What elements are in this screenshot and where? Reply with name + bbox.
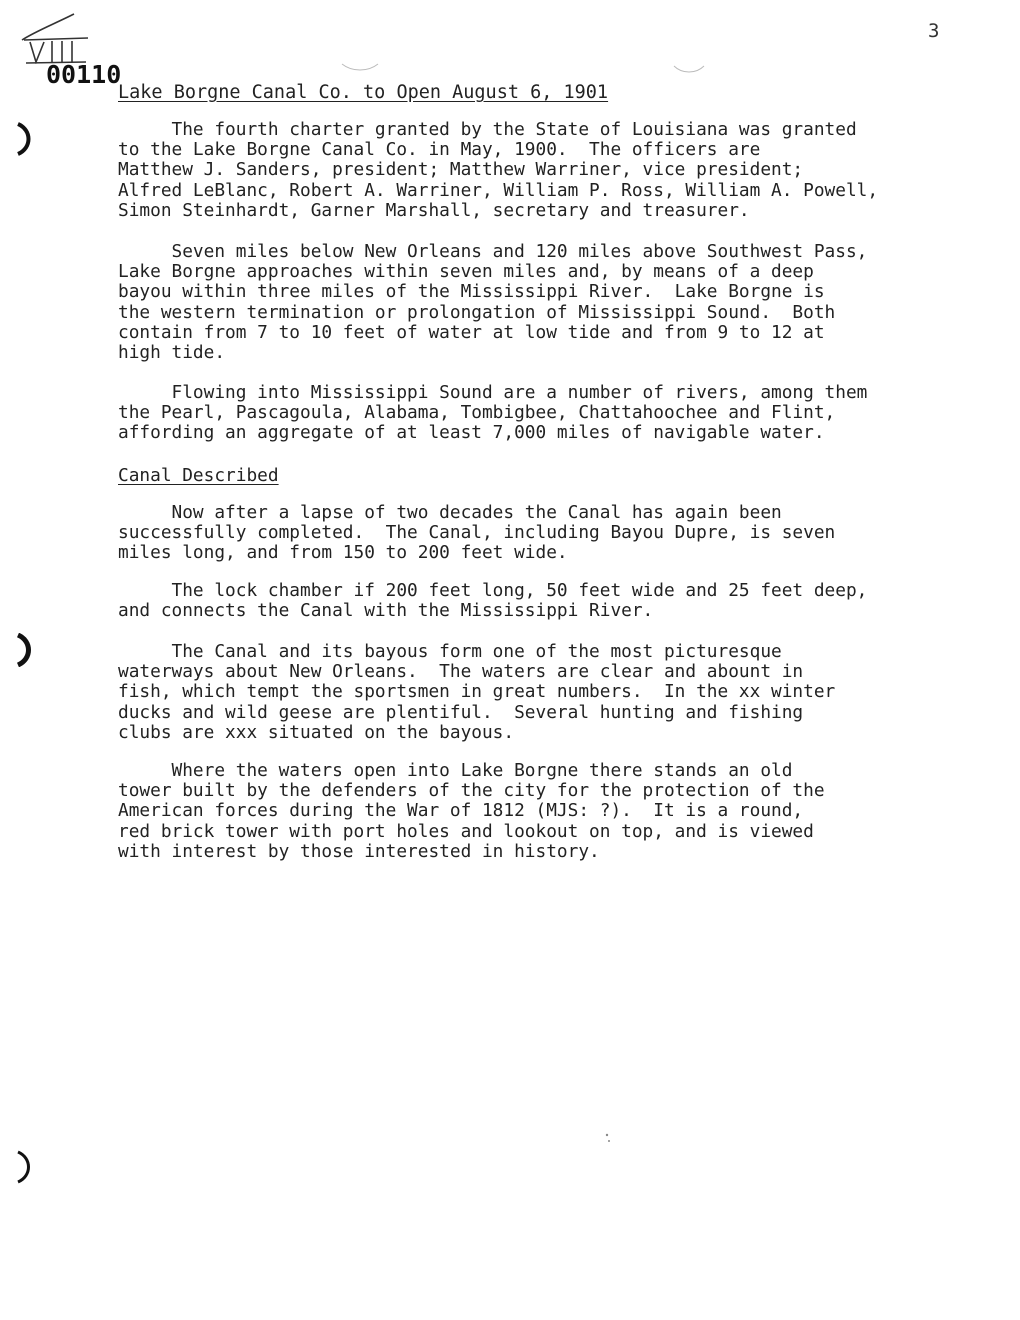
document-title: Lake Borgne Canal Co. to Open August 6, 1901 [118, 82, 609, 103]
binder-hole-mark-bottom [14, 1150, 36, 1184]
scan-smudge [672, 62, 706, 76]
scan-speck [602, 1130, 614, 1146]
paragraph-canal-completed: Now after a lapse of two decades the Canal has again been successfully completed. The Canal, including Bayou Dupre, is seven miles long, and from 150 to 200 feet wide. [118, 502, 836, 564]
binder-hole-mark-middle [14, 633, 36, 667]
document-id: 00110 [46, 60, 122, 89]
paragraph-tower: Where the waters open into Lake Borgne there stands an old tower built by the defenders of the city for the protection of the American forces during the War of 1812 (MJS: ?). It is a round, red brick tower with port holes and lookout on top, and is viewed with interest by those interested in history. [118, 760, 825, 862]
scan-smudge [340, 60, 380, 74]
page-number: 3 [928, 20, 940, 42]
paragraph-picturesque: The Canal and its bayous form one of the most picturesque waterways about New Orleans. The waters are clear and abount in fish, which tempt the sportsmen in great numbers. In the xx winter ducks and wild geese are plentiful. Several hunting and fishing clubs are xxx situated on the bayous. [118, 641, 836, 743]
paragraph-location: Seven miles below New Orleans and 120 miles above Southwest Pass, Lake Borgne approaches within seven miles and, by means of a deep bayou within three miles of the Mississippi River. Lake Borgne is the western termination or prolongation of Mississippi Sound. Both contain from 7 to 10 feet of water at low tide and from 9 to 12 at high tide. [118, 241, 868, 364]
binder-hole-mark-top [14, 122, 36, 156]
paragraph-charter: The fourth charter granted by the State of Louisiana was granted to the Lake Borgne Canal Co. in May, 1900. The officers are Matthew J. Sanders, president; Matthew Warriner, vice president; Alfred LeBlanc, Robert A. Warriner, William P. Ross, William A. Powell, Simon Steinhardt, Garner Marshall, secretary and treasurer. [118, 119, 879, 221]
paragraph-rivers: Flowing into Mississippi Sound are a number of rivers, among them the Pearl, Pascagoula, Alabama, Tombigbee, Chattahoochee and Flint, affording an aggregate of at least 7,000 miles of navigable water. [118, 382, 868, 444]
section-heading: Canal Described [118, 465, 279, 486]
roman-numeral-stamp [14, 10, 94, 64]
paragraph-lock-chamber: The lock chamber if 200 feet long, 50 feet wide and 25 feet deep, and connects the Canal with the Mississippi River. [118, 580, 868, 622]
